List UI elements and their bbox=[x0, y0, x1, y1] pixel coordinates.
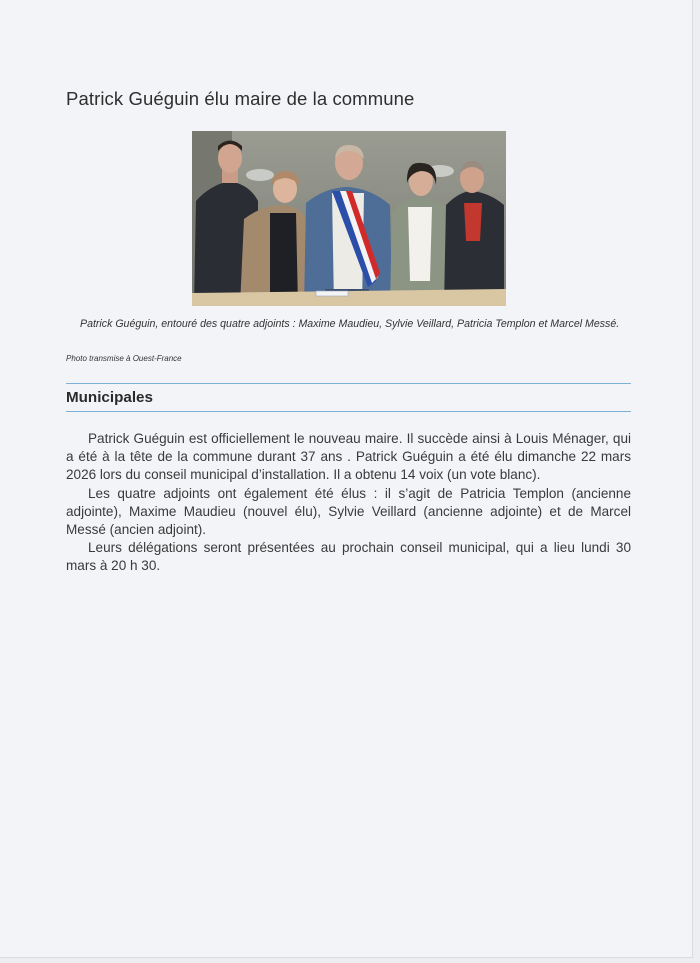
group-photo-illustration bbox=[192, 131, 506, 306]
paragraph: Patrick Guéguin est officiellement le nouveau maire. Il succède ainsi à Louis Ménager, qui a été à la tête de la commune durant 37 ans . Patrick Guéguin a été élu dimanche 22 mars 2026 lors du conseil municipal d’installation. Il a obtenu 14 voix (un vote blanc). bbox=[66, 431, 631, 483]
group-photo bbox=[192, 131, 506, 306]
section-rule-top bbox=[66, 383, 631, 384]
paragraph: Leurs délégations seront présentées au prochain conseil municipal, qui a lieu lundi 30 mars à 20 h 30. bbox=[66, 540, 631, 574]
article-body bbox=[66, 430, 631, 576]
photo-credit: Photo transmise à Ouest-France bbox=[66, 354, 182, 363]
article-title: Patrick Guéguin élu maire de la commune bbox=[66, 88, 415, 109]
section-rule-bottom bbox=[66, 411, 631, 412]
paragraph: Les quatre adjoints ont également été élus : il s’agit de Patricia Templon (ancienne adjointe), Maxime Maudieu (nouvel élu), Sylvie Veillard (ancienne adjointe) et de Marcel Messé (ancien adjoint). bbox=[66, 485, 631, 538]
section-title: Municipales bbox=[66, 389, 153, 406]
photo-caption: Patrick Guéguin, entouré des quatre adjoints : Maxime Maudieu, Sylvie Veillard, Patricia Templon et Marcel Messé. bbox=[80, 318, 620, 330]
